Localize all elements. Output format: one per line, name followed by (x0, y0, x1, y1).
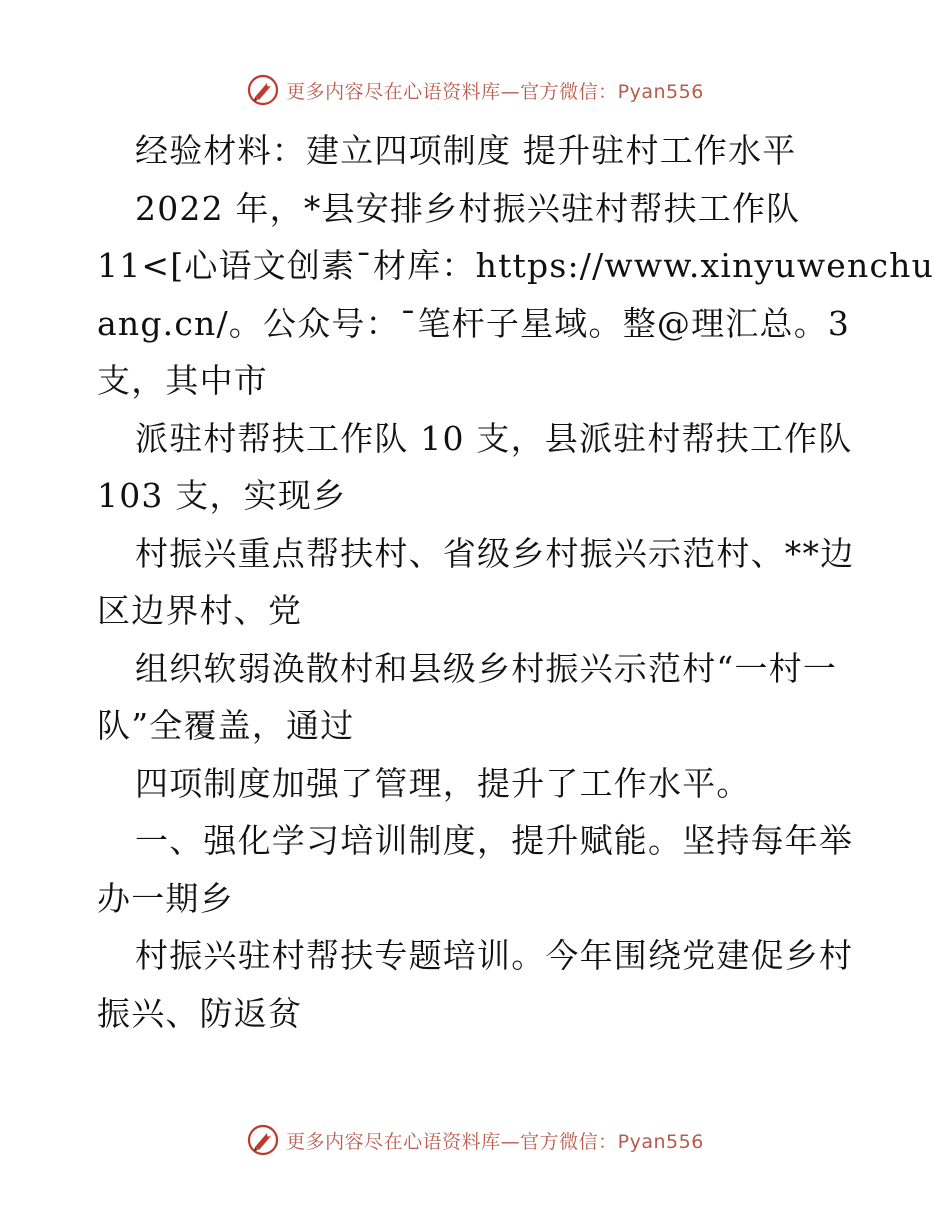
paragraph-line: 组织软弱涣散村和县级乡村振兴示范村“一村一 (135, 648, 838, 688)
paragraph-line: 四项制度加强了管理，提升了工作水平。 (135, 763, 751, 803)
pen-logo-icon (246, 73, 280, 107)
header-watermark-text: 更多内容尽在心语资料库—官方微信：Pyan556 (286, 80, 704, 103)
paragraph-line: 村振兴重点帮扶村、省级乡村振兴示范村、**边 (135, 533, 855, 573)
paragraph-line: 队”全覆盖，通过 (97, 706, 355, 745)
paragraph-line: 村振兴驻村帮扶专题培训。今年围绕党建促乡村 (135, 936, 854, 975)
document-title: 经验材料：建立四项制度 提升驻村工作水平 (135, 131, 797, 170)
header-watermark-banner (0, 70, 950, 110)
paragraph-line: 2022 年，*县安排乡村振兴驻村帮扶工作队 (135, 188, 801, 228)
paragraph-line: 区边界村、党 (97, 591, 303, 630)
paragraph-line: 11<[心语文创素¯材库：https://www.xinyuwenchu (97, 246, 935, 285)
paragraph-line: 振兴、防返贫 (97, 993, 303, 1033)
pen-logo-icon (246, 1123, 280, 1157)
footer-watermark-text: 更多内容尽在心语资料库—官方微信：Pyan556 (286, 1130, 704, 1153)
paragraph-line: 办一期乡 (97, 878, 234, 918)
paragraph-line: 支，其中市 (97, 361, 268, 400)
document-body (97, 122, 935, 1042)
paragraph-line: 派驻村帮扶工作队 10 支，县派驻村帮扶工作队 (135, 418, 853, 458)
paragraph-line: ang.cn/。公众号：¯笔杆子星域。整@理汇总。3 (97, 303, 851, 343)
paragraph-line: 103 支，实现乡 (97, 476, 347, 515)
footer-watermark-banner (0, 1120, 950, 1160)
section-heading-line: 一、强化学习培训制度，提升赋能。坚持每年举 (135, 821, 854, 860)
